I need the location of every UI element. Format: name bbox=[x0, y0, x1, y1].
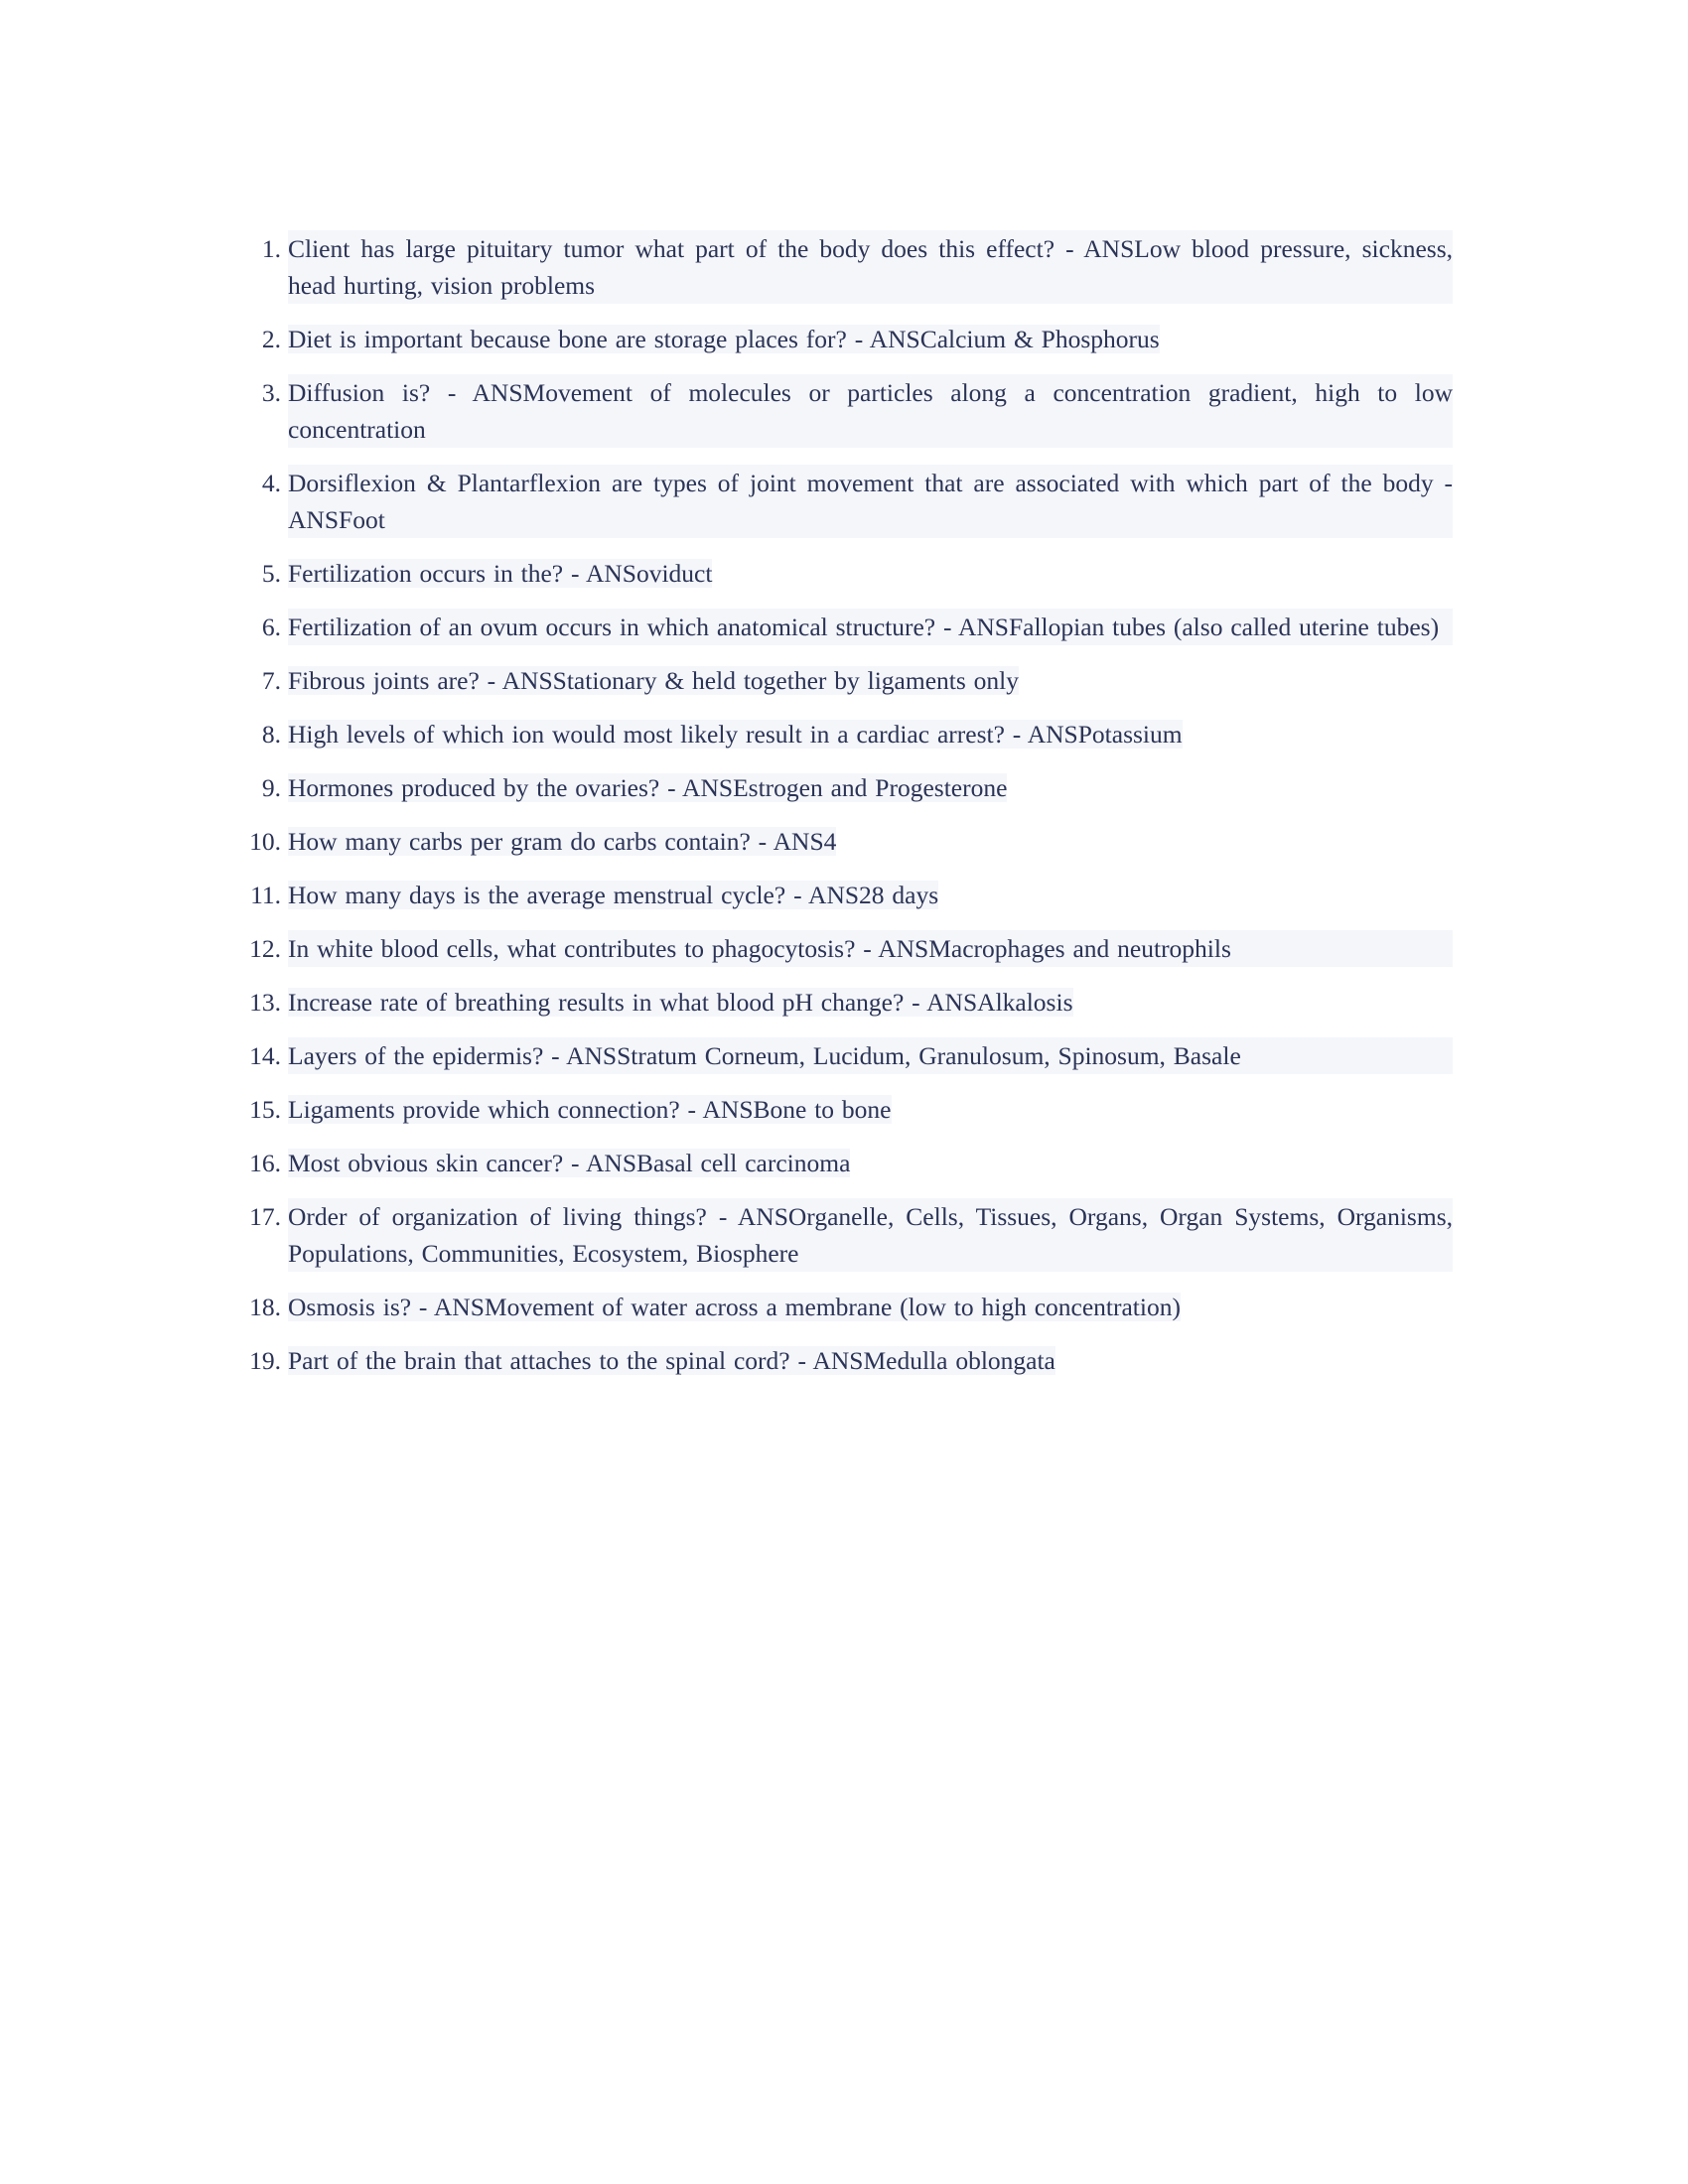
question-answer-text: How many days is the average menstrual cycle? - ANS28 days bbox=[288, 881, 939, 909]
question-answer-text: Fertilization occurs in the? - ANSoviduct bbox=[288, 559, 713, 588]
question-answer-text: Ligaments provide which connection? - ANSBone to bone bbox=[288, 1095, 892, 1124]
question-answer-text: In white blood cells, what contributes to phagocytosis? - ANSMacrophages and neutrophils bbox=[288, 930, 1453, 967]
question-answer-text: Dorsiflexion & Plantarflexion are types of joint movement that are associated with which part of the body - ANSFoot bbox=[288, 465, 1453, 538]
question-answer-text: Part of the brain that attaches to the spinal cord? - ANSMedulla oblongata bbox=[288, 1346, 1055, 1375]
list-item bbox=[245, 1342, 1453, 1379]
list-item bbox=[245, 716, 1453, 752]
list-item bbox=[245, 465, 1453, 538]
list-item bbox=[245, 230, 1453, 304]
document-body bbox=[245, 230, 1453, 1396]
question-answer-text: Hormones produced by the ovaries? - ANSEstrogen and Progesterone bbox=[288, 773, 1008, 802]
question-answer-text: Osmosis is? - ANSMovement of water across a membrane (low to high concentration) bbox=[288, 1293, 1181, 1321]
list-item bbox=[245, 823, 1453, 860]
list-item bbox=[245, 321, 1453, 357]
list-item bbox=[245, 609, 1453, 645]
list-item bbox=[245, 374, 1453, 448]
list-item bbox=[245, 1289, 1453, 1325]
list-item bbox=[245, 1091, 1453, 1128]
question-answer-text: Client has large pituitary tumor what part of the body does this effect? - ANSLow blood pressure, sickness, head hurting, vision problems bbox=[288, 230, 1453, 304]
question-answer-text: Increase rate of breathing results in what blood pH change? - ANSAlkalosis bbox=[288, 988, 1073, 1017]
list-item bbox=[245, 1037, 1453, 1074]
question-answer-text: Diet is important because bone are storage places for? - ANSCalcium & Phosphorus bbox=[288, 325, 1160, 353]
question-answer-text: How many carbs per gram do carbs contain? - ANS4 bbox=[288, 827, 837, 856]
question-answer-text: Fertilization of an ovum occurs in which anatomical structure? - ANSFallopian tubes (also called uterine tubes) bbox=[288, 609, 1453, 645]
list-item bbox=[245, 1198, 1453, 1272]
question-answer-text: Diffusion is? - ANSMovement of molecules or particles along a concentration gradient, high to low concentration bbox=[288, 374, 1453, 448]
list-item bbox=[245, 1145, 1453, 1181]
question-answer-text: Order of organization of living things? - ANSOrganelle, Cells, Tissues, Organs, Organ Systems, Organisms, Populations, Communities, Ecosystem, Biosphere bbox=[288, 1198, 1453, 1272]
question-answer-text: Most obvious skin cancer? - ANSBasal cell carcinoma bbox=[288, 1149, 851, 1177]
question-answer-text: Layers of the epidermis? - ANSStratum Corneum, Lucidum, Granulosum, Spinosum, Basale bbox=[288, 1037, 1453, 1074]
list-item bbox=[245, 930, 1453, 967]
list-item bbox=[245, 984, 1453, 1021]
list-item bbox=[245, 555, 1453, 592]
list-item bbox=[245, 769, 1453, 806]
list-item bbox=[245, 662, 1453, 699]
question-answer-text: Fibrous joints are? - ANSStationary & held together by ligaments only bbox=[288, 666, 1019, 695]
question-answer-list bbox=[245, 230, 1453, 1379]
question-answer-text: High levels of which ion would most likely result in a cardiac arrest? - ANSPotassium bbox=[288, 720, 1183, 749]
list-item bbox=[245, 877, 1453, 913]
